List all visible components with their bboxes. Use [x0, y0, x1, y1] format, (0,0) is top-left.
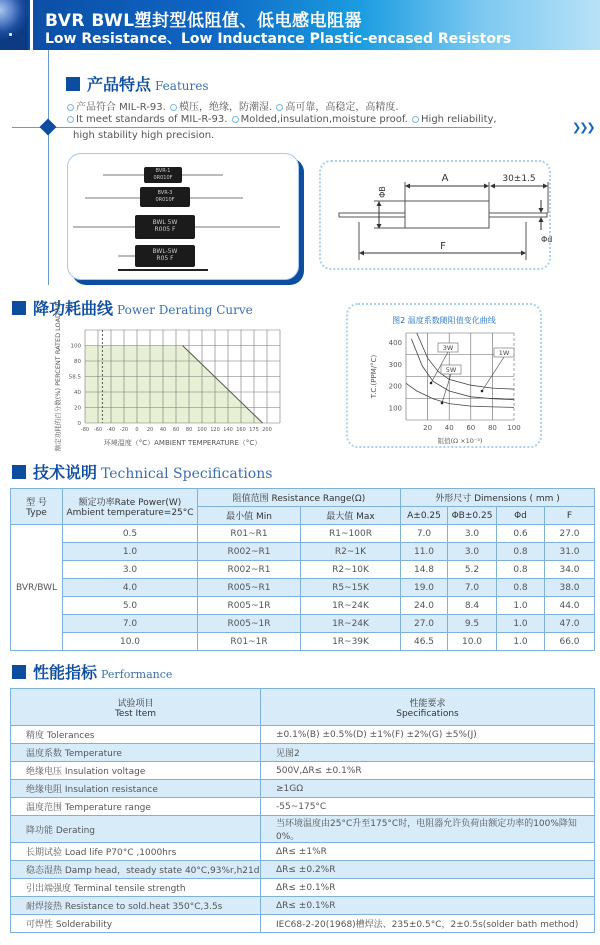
table-row	[11, 798, 595, 816]
x-tick-label: 60	[466, 424, 476, 432]
circle-bullet-icon	[232, 116, 239, 123]
cell-b: 3.0	[448, 543, 497, 561]
dimension-diagram	[319, 160, 551, 270]
cell-spec: ΔR≤ ±0.2%R	[261, 861, 595, 879]
cell-max: 1R~39K	[301, 633, 401, 651]
table-row	[11, 726, 595, 744]
resistor-label: R005 F	[154, 226, 176, 233]
product-photo	[67, 153, 299, 280]
feature-text: 产品符合 MIL-R-93.	[76, 102, 166, 113]
header-max: 最大值 Max	[301, 507, 401, 525]
cell-spec: 当环境温度由25°C升至175°C时，电阻器允许负荷由额定功率的100%降知0%。	[261, 816, 595, 843]
cell-power: 4.0	[63, 579, 198, 597]
diamond-marker-icon	[40, 119, 57, 136]
lead-right-outline	[489, 213, 547, 217]
circle-bullet-icon	[67, 116, 74, 123]
cell-max: R1~100R	[301, 525, 401, 543]
table-row	[11, 879, 595, 897]
cell-max: R2~1K	[301, 543, 401, 561]
header-spec-cn: 性能要求	[409, 698, 446, 709]
y-tick-label: 100	[388, 404, 402, 413]
x-tick-label: 100	[197, 427, 207, 433]
header-min: 最小值 Min	[198, 507, 301, 525]
table-row	[11, 561, 595, 579]
cell-spec: -55~175°C	[261, 798, 595, 816]
header-banner	[0, 0, 600, 50]
cell-min: R005~1R	[198, 597, 301, 615]
cell-a: 14.8	[401, 561, 448, 579]
cell-min: R002~R1	[198, 561, 301, 579]
y-tick-label: 58.5	[68, 374, 81, 381]
tech-spec-table	[10, 488, 595, 651]
cell-spec: ΔR≤ ±0.1%R	[261, 879, 595, 897]
x-tick-label: 80	[185, 427, 193, 433]
cell-test-item: 稳态湿热 Damp head，steady state 40°C,93%r,h21d	[11, 861, 261, 879]
cell-test-item: 长期试验 Load life P70°C ,1000hrs	[11, 843, 261, 861]
table-row	[11, 915, 595, 933]
cell-a: 19.0	[401, 579, 448, 597]
resistor-bvr3	[140, 187, 190, 207]
x-tick-label: 100	[507, 424, 521, 432]
feature-text: High reliability,	[421, 114, 497, 125]
feature-text: 模压，绝缘，防潮湿.	[179, 102, 273, 113]
cell-d: 0.8	[497, 561, 545, 579]
cell-power: 1.0	[63, 543, 198, 561]
features-line-cn	[66, 98, 399, 113]
x-tick-label: -40	[106, 427, 116, 433]
cell-d: 0.6	[497, 525, 545, 543]
callout-1W	[482, 357, 504, 391]
x-tick-label: 40	[444, 424, 454, 432]
x-tick-label: -60	[93, 427, 103, 433]
derating-title-en: Power Derating Curve	[117, 303, 253, 317]
header-dims: 外形尺寸 Dimensions ( mm )	[401, 489, 595, 507]
square-bullet-icon	[12, 301, 26, 315]
cell-test-item: 可焊性 Solderability	[11, 915, 261, 933]
resistor-label: BWL-5W	[152, 248, 178, 255]
table-row	[11, 897, 595, 915]
y-tick-label: 0	[77, 421, 81, 427]
cell-spec: ΔR≤ ±0.1%R	[261, 897, 595, 915]
techspec-title-cn: 技术说明	[33, 463, 98, 482]
cell-spec: IEC68-2-20(1968)槽焊法、235±0.5°C，2±0.5s(solder bath method)	[261, 915, 595, 933]
cell-b: 10.0	[448, 633, 497, 651]
techspec-title-en: Technical Specifications	[101, 466, 273, 482]
cell-test-item: 绝缘电压 Insulation voltage	[11, 762, 261, 780]
cell-test-item: 温度范围 Temperature range	[11, 798, 261, 816]
cell-b: 9.5	[448, 615, 497, 633]
x-tick-label: 20	[146, 427, 154, 433]
cell-min: R002~R1	[198, 543, 301, 561]
feature-text: Molded,insulation,moisture proof.	[240, 114, 408, 125]
y-tick-label: 40	[74, 390, 81, 396]
resistor-label: 0R010F	[155, 197, 175, 203]
header-test-item-en: Test Item	[114, 708, 157, 719]
cell-a: 7.0	[401, 525, 448, 543]
table-row	[11, 579, 595, 597]
derating-title-cn: 降功耗曲线	[33, 299, 114, 318]
cell-power: 3.0	[63, 561, 198, 579]
table-row	[11, 744, 595, 762]
features-line-en	[66, 114, 497, 125]
x-tick-label: -80	[80, 427, 90, 433]
tc-chart-title: 图2 温度系数随阻值变化曲线	[392, 316, 496, 325]
cell-b: 8.4	[448, 597, 497, 615]
resistor-bvr1	[144, 167, 182, 183]
techspec-section-title	[12, 460, 272, 483]
y-tick-label: 80	[74, 359, 81, 365]
x-tick-label: -20	[119, 427, 129, 433]
cell-f: 47.0	[545, 615, 595, 633]
y-tick-label: 20	[74, 405, 81, 412]
x-tick-label: 160	[236, 427, 246, 433]
cell-test-item: 精度 Tolerances	[11, 726, 261, 744]
tc-chart	[346, 303, 542, 448]
cell-b: 5.2	[448, 561, 497, 579]
legend-label-1W: 1W	[498, 349, 510, 357]
header-type: 型 号 Type	[11, 489, 63, 525]
resistor-body-outline	[405, 201, 489, 228]
header-d: Φd	[497, 507, 545, 525]
cell-max: 1R~24K	[301, 615, 401, 633]
cell-b: 7.0	[448, 579, 497, 597]
resistor-label: R05 F	[156, 255, 174, 262]
x-tick-label: 60	[172, 427, 180, 433]
feature-text: 高可靠，高稳定，高精度.	[285, 102, 399, 113]
callout-dot-1W	[481, 390, 484, 393]
legend-label-3W: 3W	[442, 344, 454, 352]
resistor-lead	[118, 269, 208, 271]
square-bullet-icon	[12, 665, 26, 679]
y-tick-label: 200	[388, 382, 402, 391]
dim-phib-label: ΦB	[378, 186, 387, 198]
cell-min: R01~1R	[198, 633, 301, 651]
x-tick-label: 175	[249, 427, 259, 433]
resistor-label: BVR-1	[155, 168, 171, 174]
table-row	[11, 861, 595, 879]
x-tick-label: 200	[262, 427, 272, 433]
square-bullet-icon	[12, 465, 26, 479]
cell-min: R005~R1	[198, 579, 301, 597]
header-power: 额定功率Rate Power(W) Ambient temperature=25°C	[63, 489, 198, 525]
dim-lead-label: 30±1.5	[502, 174, 536, 184]
derating-section-title	[12, 296, 253, 319]
cell-spec: 见图2	[261, 744, 595, 762]
circle-bullet-icon	[276, 104, 283, 111]
cell-test-item: 绝缘电阻 Insulation resistance	[11, 780, 261, 798]
cell-f: 38.0	[545, 579, 595, 597]
header-test-item-cn: 试验项目	[117, 698, 154, 709]
table-row	[11, 597, 595, 615]
cell-a: 24.0	[401, 597, 448, 615]
circle-bullet-icon	[67, 104, 74, 111]
cell-power: 7.0	[63, 615, 198, 633]
cell-b: 3.0	[448, 525, 497, 543]
cell-d: 1.0	[497, 597, 545, 615]
x-tick-label: 0	[135, 427, 139, 433]
series-5W-line	[406, 383, 514, 407]
x-tick-label: 40	[159, 427, 167, 433]
cell-power: 10.0	[63, 633, 198, 651]
legend-label-5W: 5W	[445, 366, 457, 374]
cell-d: 1.0	[497, 615, 545, 633]
y-tick-label: 300	[388, 360, 402, 369]
type-cell: BVR/BWL	[11, 525, 63, 651]
decor-horizontal-line	[12, 127, 492, 128]
table-row	[11, 543, 595, 561]
tc-chart-box	[346, 303, 542, 448]
features-title-en: Features	[155, 79, 209, 93]
performance-title-cn: 性能指标	[33, 663, 98, 682]
header-test-item	[11, 689, 261, 726]
x-tick-label: 80	[487, 424, 497, 432]
cell-d: 1.0	[497, 633, 545, 651]
resistor-label: BWL 5W	[152, 219, 178, 226]
circle-bullet-icon	[412, 116, 419, 123]
cell-f: 34.0	[545, 561, 595, 579]
x-axis-label: 阻值(Ω ×10⁻³)	[437, 437, 483, 445]
x-axis-label: 环境温度（°C）AMBIENT TEMPERATURE（°C）	[103, 439, 262, 447]
cell-power: 0.5	[63, 525, 198, 543]
cell-spec: ≥1GΩ	[261, 780, 595, 798]
x-tick-label: 20	[423, 424, 433, 432]
y-tick-label: 400	[388, 339, 402, 347]
cell-test-item: 耐焊接热 Resistance to sold.heat 350°C,3.5s	[11, 897, 261, 915]
page-title-en: Low Resistance、Low Inductance Plastic-encased Resistors	[45, 31, 512, 47]
table-row	[11, 525, 595, 543]
table-row	[11, 615, 595, 633]
cell-max: R5~15K	[301, 579, 401, 597]
features-section-title	[66, 72, 209, 95]
banner-separator	[30, 0, 33, 50]
cell-max: R2~10K	[301, 561, 401, 579]
header-spec-en: Specifications	[396, 708, 459, 719]
features-title-cn: 产品特点	[87, 75, 152, 94]
cell-d: 0.8	[497, 543, 545, 561]
x-tick-label: 120	[210, 427, 220, 433]
decor-vertical-line	[48, 50, 49, 285]
y-axis-label: 额定功耗的百分数(%) PERCENT RATED LOAD(%)	[54, 301, 62, 452]
callout-5W	[442, 374, 451, 403]
cell-test-item: 引出端强度 Terminal tensile strength	[11, 879, 261, 897]
cell-a: 11.0	[401, 543, 448, 561]
cell-power: 5.0	[63, 597, 198, 615]
callout-dot-5W	[441, 402, 444, 405]
table-row	[11, 633, 595, 651]
cell-a: 27.0	[401, 615, 448, 633]
resistor-label: 0R010F	[153, 175, 173, 181]
table-row	[11, 762, 595, 780]
cell-f: 44.0	[545, 597, 595, 615]
globe-logo-icon	[0, 0, 28, 50]
cell-d: 0.8	[497, 579, 545, 597]
table-row	[11, 816, 595, 843]
cell-a: 46.5	[401, 633, 448, 651]
table-row	[11, 843, 595, 861]
cell-f: 27.0	[545, 525, 595, 543]
x-tick-label: 140	[223, 427, 233, 433]
performance-table	[10, 688, 595, 933]
cell-spec: ΔR≤ ±1%R	[261, 843, 595, 861]
cell-max: 1R~24K	[301, 597, 401, 615]
logo-dot	[9, 33, 12, 36]
y-axis-label: T.C.(PPM/°C)	[370, 354, 378, 399]
cell-test-item: 降功能 Derating	[11, 816, 261, 843]
feature-text: It meet standards of MIL-R-93.	[76, 114, 228, 125]
resistor-bwl5w	[135, 215, 195, 239]
header-f: F	[545, 507, 595, 525]
resistor-label: BVR-3	[157, 190, 173, 196]
header-range: 阻值范围 Resistance Range(Ω)	[198, 489, 401, 507]
header-specifications	[261, 689, 595, 726]
square-bullet-icon	[66, 77, 80, 91]
cell-spec: ±0.1%(B) ±0.5%(D) ±1%(F) ±2%(G) ±5%(J)	[261, 726, 595, 744]
dim-phid-label: Φd	[541, 235, 553, 244]
chevrons-right-icon: ❯❯❯	[572, 121, 594, 134]
callout-dot-3W	[430, 382, 433, 385]
cell-f: 66.0	[545, 633, 595, 651]
dim-f-label: F	[440, 241, 446, 252]
cell-f: 31.0	[545, 543, 595, 561]
cell-min: R01~R1	[198, 525, 301, 543]
page-title-cn: BVR BWL塑封型低阻值、低电感电阻器	[45, 11, 363, 31]
derating-area	[85, 346, 263, 424]
features-line-en-cont: high stability high precision.	[73, 130, 215, 141]
performance-section-title	[12, 660, 172, 683]
header-b: ΦB±0.25	[448, 507, 497, 525]
series-1W-line	[417, 333, 514, 389]
header-a: A±0.25	[401, 507, 448, 525]
cell-min: R005~1R	[198, 615, 301, 633]
resistor-bwl5w-bent	[135, 245, 195, 267]
table-row	[11, 780, 595, 798]
dimension-drawing	[319, 160, 551, 270]
circle-bullet-icon	[170, 104, 177, 111]
lead-left-outline	[339, 213, 405, 217]
cell-spec: 500V,ΔR≤ ±0.1%R	[261, 762, 595, 780]
dim-a-label: A	[441, 173, 449, 184]
performance-title-en: Performance	[101, 668, 173, 681]
cell-test-item: 温度系数 Temperature	[11, 744, 261, 762]
y-tick-label: 100	[70, 343, 81, 350]
